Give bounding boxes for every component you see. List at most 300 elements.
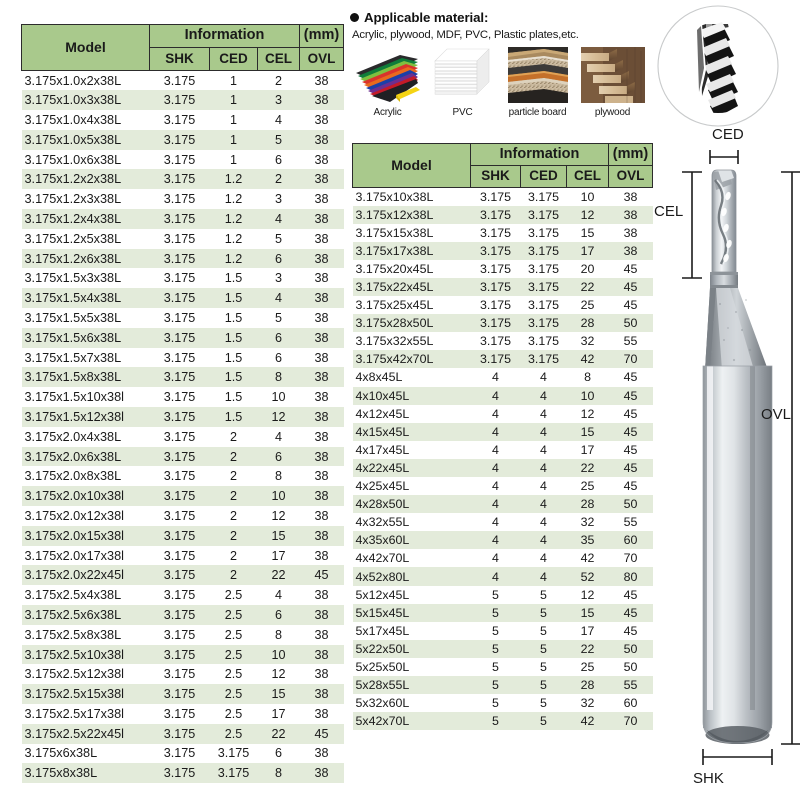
header-model: Model (353, 144, 471, 188)
cell-ovl: 38 (300, 268, 344, 288)
cell-cel: 32 (567, 694, 609, 712)
cell-cel: 25 (567, 477, 609, 495)
cell-shk: 3.175 (150, 348, 210, 368)
table-row (22, 704, 344, 724)
table-row (353, 387, 653, 405)
cell-ovl: 38 (300, 427, 344, 447)
table-row (22, 427, 344, 447)
cell-model: 3.175x1.2x6x38L (22, 249, 150, 269)
cell-ced: 1.2 (210, 209, 258, 229)
cell-ovl: 38 (300, 625, 344, 645)
cell-cel: 6 (258, 150, 300, 170)
table-row (22, 645, 344, 665)
cell-ovl: 38 (300, 466, 344, 486)
cell-shk: 5 (471, 604, 521, 622)
cell-cel: 10 (567, 188, 609, 206)
cell-shk: 3.175 (150, 506, 210, 526)
cell-ovl: 45 (609, 477, 653, 495)
cell-model: 3.175x1.0x3x38L (22, 90, 150, 110)
cell-shk: 3.175 (150, 526, 210, 546)
cell-ced: 5 (521, 640, 567, 658)
cell-ovl: 45 (609, 622, 653, 640)
cell-ced: 4 (521, 423, 567, 441)
cell-model: 4x22x45L (353, 459, 471, 477)
cell-shk: 4 (471, 477, 521, 495)
cell-ovl: 45 (300, 724, 344, 744)
cell-ovl: 45 (609, 604, 653, 622)
cell-shk: 3.175 (150, 328, 210, 348)
cell-cel: 28 (567, 676, 609, 694)
table-row (22, 526, 344, 546)
material-thumb-pvc (425, 47, 500, 118)
cell-cel: 12 (567, 405, 609, 423)
applicable-material-block (350, 10, 650, 118)
cell-ced: 4 (521, 368, 567, 386)
cell-cel: 4 (258, 209, 300, 229)
header-shk: SHK (471, 166, 521, 188)
cell-ced: 5 (521, 622, 567, 640)
cell-ovl: 38 (300, 229, 344, 249)
cell-shk: 4 (471, 423, 521, 441)
cell-cel: 10 (258, 387, 300, 407)
cell-ced: 1.5 (210, 288, 258, 308)
ced-dimension-marker (710, 150, 738, 164)
table-row (353, 567, 653, 585)
cell-model: 4x15x45L (353, 423, 471, 441)
header-shk: SHK (150, 48, 210, 71)
cell-ovl: 38 (300, 763, 344, 783)
material-thumb-acrylic (350, 47, 425, 118)
cell-model: 3.175x42x70L (353, 350, 471, 368)
cell-model: 3.175x2.0x17x38l (22, 546, 150, 566)
plywood-icon (579, 47, 647, 103)
cel-dimension-marker (682, 172, 702, 278)
cell-shk: 3.175 (150, 466, 210, 486)
cell-ovl: 38 (300, 130, 344, 150)
cell-model: 3.175x2.5x17x38l (22, 704, 150, 724)
pvc-stack-icon (429, 47, 497, 103)
table-row (22, 189, 344, 209)
header-unit-mm: (mm) (609, 144, 653, 166)
dimension-label-shk: SHK (693, 770, 724, 787)
cell-ovl: 45 (609, 441, 653, 459)
table-row (22, 387, 344, 407)
table-row (353, 260, 653, 278)
cell-cel: 8 (258, 625, 300, 645)
cell-model: 3.175x1.5x6x38L (22, 328, 150, 348)
table-row (353, 622, 653, 640)
cell-ced: 5 (521, 676, 567, 694)
table-row (22, 585, 344, 605)
cell-cel: 22 (258, 724, 300, 744)
table-row (22, 367, 344, 387)
table-row (353, 495, 653, 513)
header-ovl: OVL (609, 166, 653, 188)
cell-model: 4x8x45L (353, 368, 471, 386)
table-row (22, 664, 344, 684)
cell-model: 3.175x2.0x8x38L (22, 466, 150, 486)
cell-cel: 5 (258, 229, 300, 249)
cell-ovl: 38 (300, 744, 344, 764)
material-thumbnail-row (350, 47, 650, 118)
table-row (22, 71, 344, 91)
cell-model: 4x32x55L (353, 513, 471, 531)
cell-ced: 1 (210, 90, 258, 110)
cell-ovl: 45 (609, 405, 653, 423)
ovl-dimension-marker (781, 172, 800, 744)
table-row (22, 486, 344, 506)
shk-dimension-marker (703, 749, 772, 765)
table-row (353, 206, 653, 224)
cell-cel: 12 (258, 664, 300, 684)
cell-ced: 1.5 (210, 387, 258, 407)
cell-ovl: 38 (300, 367, 344, 387)
cell-model: 3.175x2.5x12x38l (22, 664, 150, 684)
table-row (353, 658, 653, 676)
cell-model: 3.175x2.0x4x38L (22, 427, 150, 447)
cell-cel: 3 (258, 90, 300, 110)
cell-cel: 15 (567, 604, 609, 622)
cell-model: 3.175x15x38L (353, 224, 471, 242)
cell-ovl: 38 (300, 447, 344, 467)
cell-ovl: 38 (300, 249, 344, 269)
table-row (22, 565, 344, 585)
applicable-material-heading (350, 10, 650, 25)
cell-shk: 5 (471, 658, 521, 676)
cell-model: 3.175x1.5x12x38l (22, 407, 150, 427)
cell-ovl: 38 (300, 407, 344, 427)
cell-model: 5x22x50L (353, 640, 471, 658)
cell-cel: 6 (258, 348, 300, 368)
table-row (22, 249, 344, 269)
table-row (353, 676, 653, 694)
cell-ced: 2.5 (210, 664, 258, 684)
cell-shk: 3.175 (150, 763, 210, 783)
cell-shk: 3.175 (471, 278, 521, 296)
cell-cel: 4 (258, 288, 300, 308)
cell-model: 3.175x1.5x8x38L (22, 367, 150, 387)
cell-model: 4x10x45L (353, 387, 471, 405)
cell-ovl: 38 (300, 486, 344, 506)
table-row (353, 405, 653, 423)
cell-ced: 2 (210, 466, 258, 486)
table-row (353, 604, 653, 622)
cell-ovl: 38 (300, 585, 344, 605)
cell-ced: 1.2 (210, 249, 258, 269)
cell-ovl: 38 (300, 209, 344, 229)
cell-cel: 35 (567, 531, 609, 549)
cell-ovl: 38 (300, 348, 344, 368)
table-row (353, 531, 653, 549)
cell-ovl: 38 (609, 242, 653, 260)
cell-cel: 17 (567, 441, 609, 459)
cell-ced: 1 (210, 71, 258, 91)
cell-model: 3.175x2.0x15x38l (22, 526, 150, 546)
table-right-head (353, 144, 653, 188)
cell-cel: 15 (567, 224, 609, 242)
router-bit-illustration (650, 0, 800, 800)
cell-model: 3.175x2.0x12x38l (22, 506, 150, 526)
cell-ovl: 45 (609, 296, 653, 314)
table-row (22, 150, 344, 170)
cell-cel: 15 (567, 423, 609, 441)
cell-cel: 17 (258, 704, 300, 724)
cell-shk: 4 (471, 495, 521, 513)
cell-shk: 4 (471, 387, 521, 405)
cell-ovl: 60 (609, 694, 653, 712)
cell-ovl: 38 (300, 169, 344, 189)
cell-model: 5x12x45L (353, 586, 471, 604)
cell-ced: 4 (521, 513, 567, 531)
cell-ced: 2.5 (210, 684, 258, 704)
cell-shk: 3.175 (150, 427, 210, 447)
cell-shk: 3.175 (471, 296, 521, 314)
table-row (353, 459, 653, 477)
cell-model: 3.175x8x38L (22, 763, 150, 783)
cell-cel: 22 (258, 565, 300, 585)
cell-ced: 2.5 (210, 645, 258, 665)
table-row (353, 640, 653, 658)
cell-shk: 4 (471, 441, 521, 459)
cell-ced: 1.5 (210, 367, 258, 387)
flute-closeup-circle (658, 6, 778, 126)
cell-model: 3.175x25x45L (353, 296, 471, 314)
table-row (22, 605, 344, 625)
cell-model: 4x42x70L (353, 549, 471, 567)
cell-model: 4x28x50L (353, 495, 471, 513)
cell-cel: 17 (258, 546, 300, 566)
table-row (22, 110, 344, 130)
cell-ovl: 38 (300, 110, 344, 130)
cell-cel: 3 (258, 268, 300, 288)
cell-ced: 2.5 (210, 625, 258, 645)
cell-cel: 10 (258, 645, 300, 665)
cell-ced: 1.5 (210, 328, 258, 348)
cell-ced: 3.175 (521, 224, 567, 242)
cell-cel: 2 (258, 71, 300, 91)
cell-ced: 1.2 (210, 229, 258, 249)
table-row (22, 308, 344, 328)
cell-cel: 25 (567, 658, 609, 676)
cell-cel: 28 (567, 495, 609, 513)
cell-ovl: 38 (300, 328, 344, 348)
cell-shk: 3.175 (150, 367, 210, 387)
cell-model: 3.175x32x55L (353, 332, 471, 350)
cell-model: 3.175x1.5x10x38l (22, 387, 150, 407)
cell-shk: 3.175 (150, 447, 210, 467)
cell-ced: 3.175 (521, 188, 567, 206)
cell-ovl: 45 (609, 586, 653, 604)
cell-cel: 22 (567, 640, 609, 658)
cell-model: 3.175x12x38L (353, 206, 471, 224)
cell-ced: 4 (521, 387, 567, 405)
cell-ced: 4 (521, 549, 567, 567)
cell-cel: 17 (567, 242, 609, 260)
cell-model: 5x28x55L (353, 676, 471, 694)
cell-shk: 3.175 (150, 645, 210, 665)
table-row (22, 328, 344, 348)
cell-model: 3.175x2.5x4x38L (22, 585, 150, 605)
table-row (22, 684, 344, 704)
cell-shk: 3.175 (150, 130, 210, 150)
table-row (22, 407, 344, 427)
cell-shk: 3.175 (150, 268, 210, 288)
cell-shk: 5 (471, 586, 521, 604)
router-bit-body (703, 170, 772, 744)
cell-shk: 3.175 (471, 260, 521, 278)
cell-cel: 15 (258, 526, 300, 546)
cell-cel: 52 (567, 567, 609, 585)
cell-ced: 2 (210, 565, 258, 585)
cell-model: 3.175x2.5x10x38l (22, 645, 150, 665)
cell-ovl: 38 (300, 288, 344, 308)
table-row (22, 625, 344, 645)
table-row (353, 549, 653, 567)
dimension-label-ovl: OVL (761, 406, 792, 423)
cell-model: 3.175x1.5x4x38L (22, 288, 150, 308)
cell-shk: 3.175 (150, 546, 210, 566)
cell-model: 3.175x2.5x15x38l (22, 684, 150, 704)
cell-ovl: 55 (609, 513, 653, 531)
table-row (22, 229, 344, 249)
cell-ovl: 70 (609, 549, 653, 567)
table-row (353, 278, 653, 296)
cell-ovl: 45 (609, 423, 653, 441)
cell-model: 3.175x20x45L (353, 260, 471, 278)
cell-model: 3.175x1.0x6x38L (22, 150, 150, 170)
header-unit-mm: (mm) (300, 25, 344, 48)
particle-board-icon (504, 47, 572, 103)
spec-table-right (352, 143, 653, 730)
header-information: Information (150, 25, 300, 48)
table-left-header-row-1 (22, 25, 344, 48)
cell-cel: 3 (258, 189, 300, 209)
cell-ced: 3.175 (210, 763, 258, 783)
cell-ced: 1.2 (210, 189, 258, 209)
cell-shk: 5 (471, 694, 521, 712)
cell-shk: 3.175 (150, 664, 210, 684)
cell-cel: 12 (258, 506, 300, 526)
cell-model: 3.175x1.5x5x38L (22, 308, 150, 328)
cell-shk: 3.175 (150, 110, 210, 130)
cell-shk: 3.175 (471, 314, 521, 332)
cell-model: 3.175x1.0x2x38L (22, 71, 150, 91)
applicable-material-title: Applicable material: (364, 10, 489, 25)
cell-shk: 3.175 (150, 308, 210, 328)
cell-ced: 4 (521, 405, 567, 423)
cell-ovl: 38 (300, 684, 344, 704)
cell-ced: 2.5 (210, 724, 258, 744)
cell-ovl: 55 (609, 332, 653, 350)
table-row (22, 744, 344, 764)
table-row (22, 130, 344, 150)
table-right-body (353, 188, 653, 731)
header-model: Model (22, 25, 150, 71)
cell-shk: 4 (471, 368, 521, 386)
cell-cel: 22 (567, 278, 609, 296)
cell-shk: 4 (471, 459, 521, 477)
applicable-material-list: Acrylic, plywood, MDF, PVC, Plastic plates,etc. (352, 29, 579, 41)
cell-cel: 12 (567, 206, 609, 224)
cell-cel: 2 (258, 169, 300, 189)
table-row (22, 209, 344, 229)
cell-cel: 6 (258, 605, 300, 625)
table-row (22, 763, 344, 783)
table-right-header-row-1 (353, 144, 653, 166)
cell-ced: 5 (521, 694, 567, 712)
cell-shk: 3.175 (150, 229, 210, 249)
cell-ced: 3.175 (521, 242, 567, 260)
table-row (353, 513, 653, 531)
cell-model: 3.175x2.5x8x38L (22, 625, 150, 645)
cell-model: 3.175x1.0x4x38L (22, 110, 150, 130)
cell-ced: 2.5 (210, 605, 258, 625)
cell-shk: 3.175 (150, 249, 210, 269)
cell-shk: 4 (471, 567, 521, 585)
cell-model: 4x52x80L (353, 567, 471, 585)
cell-cel: 6 (258, 447, 300, 467)
cell-shk: 3.175 (471, 188, 521, 206)
header-ced: CED (210, 48, 258, 71)
table-row (353, 441, 653, 459)
header-cel: CEL (258, 48, 300, 71)
cell-ced: 2 (210, 506, 258, 526)
cell-model: 3.175x6x38L (22, 744, 150, 764)
table-row (353, 368, 653, 386)
cell-cel: 4 (258, 585, 300, 605)
table-row (353, 423, 653, 441)
cell-model: 3.175x1.2x4x38L (22, 209, 150, 229)
cell-ced: 5 (521, 712, 567, 730)
cell-ced: 5 (521, 658, 567, 676)
table-row (353, 477, 653, 495)
cell-ovl: 60 (609, 531, 653, 549)
cell-cel: 42 (567, 549, 609, 567)
cell-ced: 2 (210, 447, 258, 467)
cell-cel: 12 (258, 407, 300, 427)
cell-ced: 1.2 (210, 169, 258, 189)
cell-ced: 4 (521, 495, 567, 513)
cell-shk: 3.175 (150, 605, 210, 625)
cell-model: 5x17x45L (353, 622, 471, 640)
cell-shk: 3.175 (471, 224, 521, 242)
cell-ced: 2 (210, 546, 258, 566)
cell-model: 3.175x2.0x6x38L (22, 447, 150, 467)
cell-model: 3.175x28x50L (353, 314, 471, 332)
cell-cel: 10 (258, 486, 300, 506)
cell-ovl: 38 (300, 664, 344, 684)
table-row (22, 724, 344, 744)
table-left-head (22, 25, 344, 71)
cell-ced: 1 (210, 150, 258, 170)
cell-ovl: 50 (609, 495, 653, 513)
cell-ovl: 70 (609, 350, 653, 368)
table-row (353, 188, 653, 206)
cell-model: 3.175x2.5x22x45l (22, 724, 150, 744)
material-label-pvc: PVC (452, 107, 473, 118)
table-row (353, 350, 653, 368)
cell-ovl: 38 (300, 506, 344, 526)
cell-ced: 1.5 (210, 308, 258, 328)
cell-ced: 2.5 (210, 704, 258, 724)
cell-cel: 8 (567, 368, 609, 386)
cell-ovl: 45 (300, 565, 344, 585)
cell-model: 3.175x2.0x22x45l (22, 565, 150, 585)
table-row (22, 447, 344, 467)
cell-model: 3.175x1.2x3x38L (22, 189, 150, 209)
cell-ced: 2 (210, 427, 258, 447)
cell-cel: 17 (567, 622, 609, 640)
